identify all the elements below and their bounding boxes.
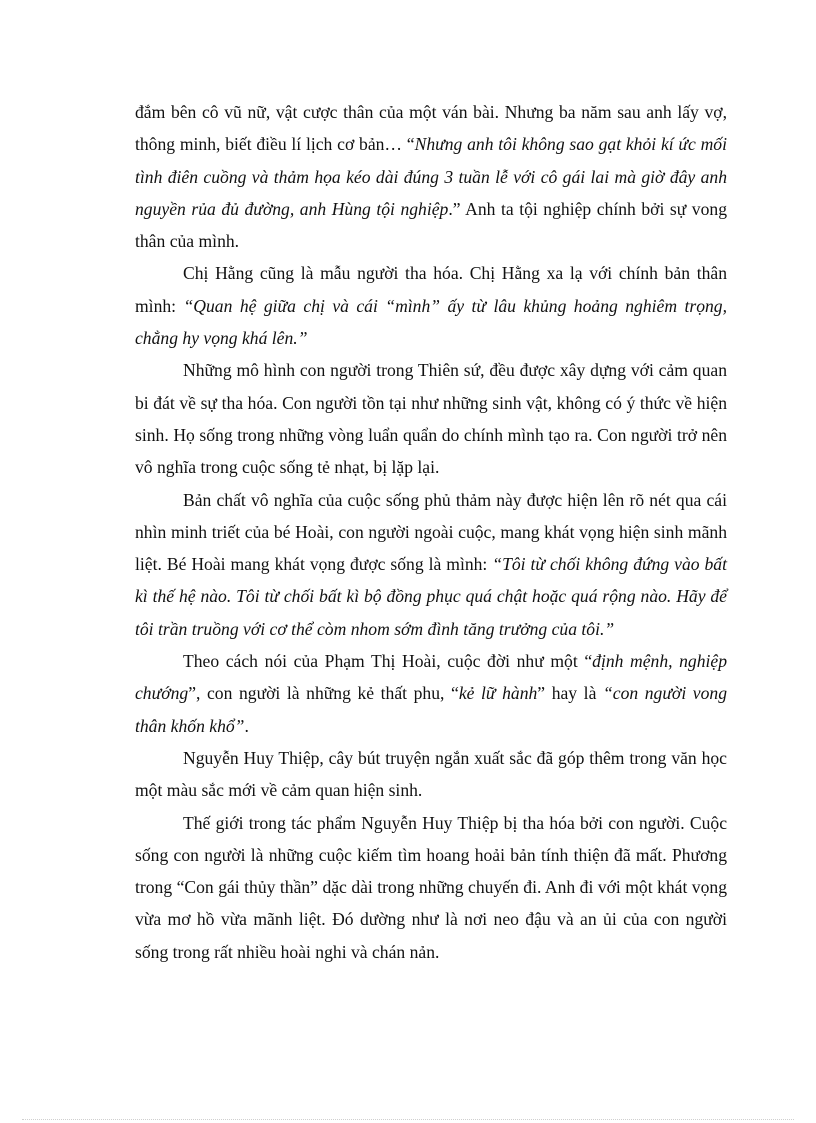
paragraph xyxy=(135,257,727,354)
text-run: Thế giới trong tác phẩm Nguyễn Huy Thiệp bị tha hóa bởi con người. Cuộc sống con người là những cuộc kiếm tìm hoang hoải bản tính thiện đã mất. Phương trong “Con gái thủy thần” dặc dài trong những chuyến đi. Anh đi với một khát vọng vừa mơ hồ vừa mãnh liệt. Đó dường như là nơi neo đậu và an ủi của con người sống trong rất nhiều hoài nghi và chán nản. xyxy=(135,812,727,962)
paragraph xyxy=(135,645,727,742)
paragraph xyxy=(135,96,727,257)
text-run: Chị Hằng cũng là mẫu người tha hóa. Chị Hằng xa lạ với chính bản thân mình: xyxy=(135,263,727,316)
italic-quote: “con người vong thân khốn khổ” xyxy=(135,683,727,736)
text-run: .” Anh ta tội nghiệp chính bởi sự vong thân của mình. xyxy=(135,198,727,252)
body-text xyxy=(135,96,727,968)
paragraph xyxy=(135,807,727,968)
text-run: đắm bên cô vũ nữ, vật cược thân của một ván bài. Nhưng ba năm sau anh lấy vợ, thông minh, biết điều lí lịch cơ bản… “ xyxy=(135,102,727,155)
text-run: Bản chất vô nghĩa của cuộc sống phủ thảm này được hiện lên rõ nét qua cái nhìn minh triết của bé Hoài, con người ngoài cuộc, mang khát vọng hiện sinh mãnh liệt. Bé Hoài mang khát vọng được sống là mình: xyxy=(135,489,727,575)
italic-quote: định mệnh, nghiệp chướng xyxy=(135,651,728,704)
text-run: ”, con người là những kẻ thất phu, “ xyxy=(188,683,459,704)
paragraph xyxy=(135,354,727,483)
paragraph xyxy=(135,484,727,645)
text-run: Nguyễn Huy Thiệp, cây bút truyện ngắn xuất sắc đã góp thêm trong văn học một màu sắc mới về cảm quan hiện sinh. xyxy=(135,747,727,801)
paragraph xyxy=(135,742,727,807)
italic-quote: kẻ lữ hành xyxy=(458,683,538,704)
text-run: . xyxy=(244,715,249,736)
italic-quote: Nhưng anh tôi không sao gạt khỏi kí ức mối tình điên cuồng và thảm họa kéo dài đúng 3 tuần lễ với cô gái lai mà giờ đây anh nguyền rủa đủ đường, anh Hùng tội nghiệp xyxy=(135,134,727,219)
italic-quote: “Quan hệ giữa chị và cái “mình” ấy từ lâu khủng hoảng nghiêm trọng, chẳng hy vọng khá lên.” xyxy=(135,295,727,349)
text-run: ” hay là xyxy=(537,683,603,704)
footer-divider xyxy=(22,1119,794,1120)
text-run: Những mô hình con người trong Thiên sứ, đều được xây dựng với cảm quan bi đát về sự tha hóa. Con người tồn tại như những sinh vật, không có ý thức về hiện sinh. Họ sống trong những vòng luẩn quẩn do chính mình tạo ra. Con người trở nên vô nghĩa trong cuộc sống tẻ nhạt, bị lặp lại. xyxy=(135,360,727,478)
text-run: Theo cách nói của Phạm Thị Hoài, cuộc đời như một “ xyxy=(183,651,593,672)
italic-quote: “Tôi từ chối không đứng vào bất kì thế hệ nào. Tôi từ chối bất kì bộ đồng phục quá chật hoặc quá rộng nào. Hãy để tôi trần truồng với cơ thể còm nhom sớm đình tăng trưởng của tôi.” xyxy=(135,554,727,639)
